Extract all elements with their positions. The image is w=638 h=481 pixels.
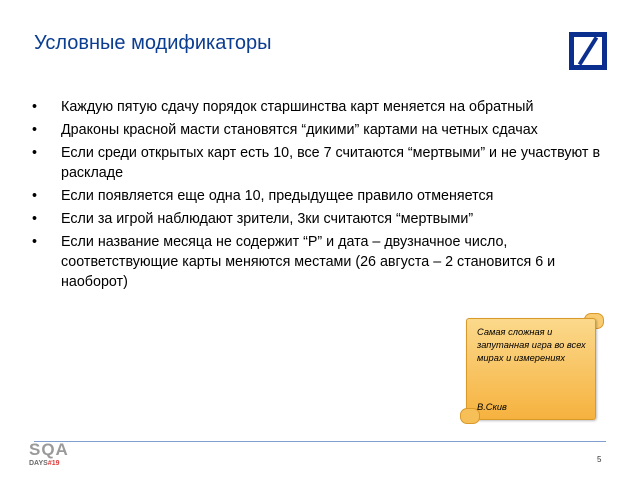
bullet-list: [32, 97, 617, 295]
list-item: [32, 232, 617, 292]
list-item: [32, 186, 617, 206]
quote-scroll: [460, 310, 610, 422]
sqa-days-logo: [23, 438, 79, 474]
bullet-icon: •: [32, 211, 38, 227]
list-item-text: Если появляется еще одна 10, предыдущее правило отменяется: [61, 188, 494, 204]
bullet-icon: •: [32, 234, 38, 250]
bullet-icon: •: [32, 122, 38, 138]
bank-logo-icon: [569, 32, 607, 70]
list-item-text: Каждую пятую сдачу порядок старшинства карт меняется на обратный: [61, 99, 534, 115]
list-item-text: Если среди открытых карт есть 10, все 7 считаются “мертвыми” и не участвуют в раскладе: [61, 145, 601, 181]
list-item-text: Если за игрой наблюдают зрители, 3ки считаются “мертвыми”: [61, 211, 474, 227]
list-item-text: Если название месяца не содержит “Р” и дата – двузначное число, соответствующие карты меняются местами (26 августа – 2 становится 6 и наоборот): [61, 234, 556, 290]
list-item-text: Драконы красной масти становятся “дикими” картами на четных сдачах: [61, 122, 538, 138]
page-number: 5: [597, 455, 602, 464]
footer-divider: [34, 441, 606, 442]
bullet-icon: •: [32, 99, 38, 115]
bullet-icon: •: [32, 188, 38, 204]
quote-author: В.Скив: [477, 402, 507, 412]
bullet-icon: •: [32, 145, 38, 161]
list-item: [32, 97, 617, 117]
list-item: [32, 143, 617, 183]
sqa-logo-label: DAYS#19: [29, 460, 60, 467]
quote-text: Самая сложная и запутанная игра во всех мирах и измерениях: [477, 327, 586, 363]
slide-title: Условные модификаторы: [34, 32, 272, 54]
list-item: [32, 209, 617, 229]
list-item: [32, 120, 617, 140]
sqa-logo-text: SQA: [29, 440, 69, 459]
